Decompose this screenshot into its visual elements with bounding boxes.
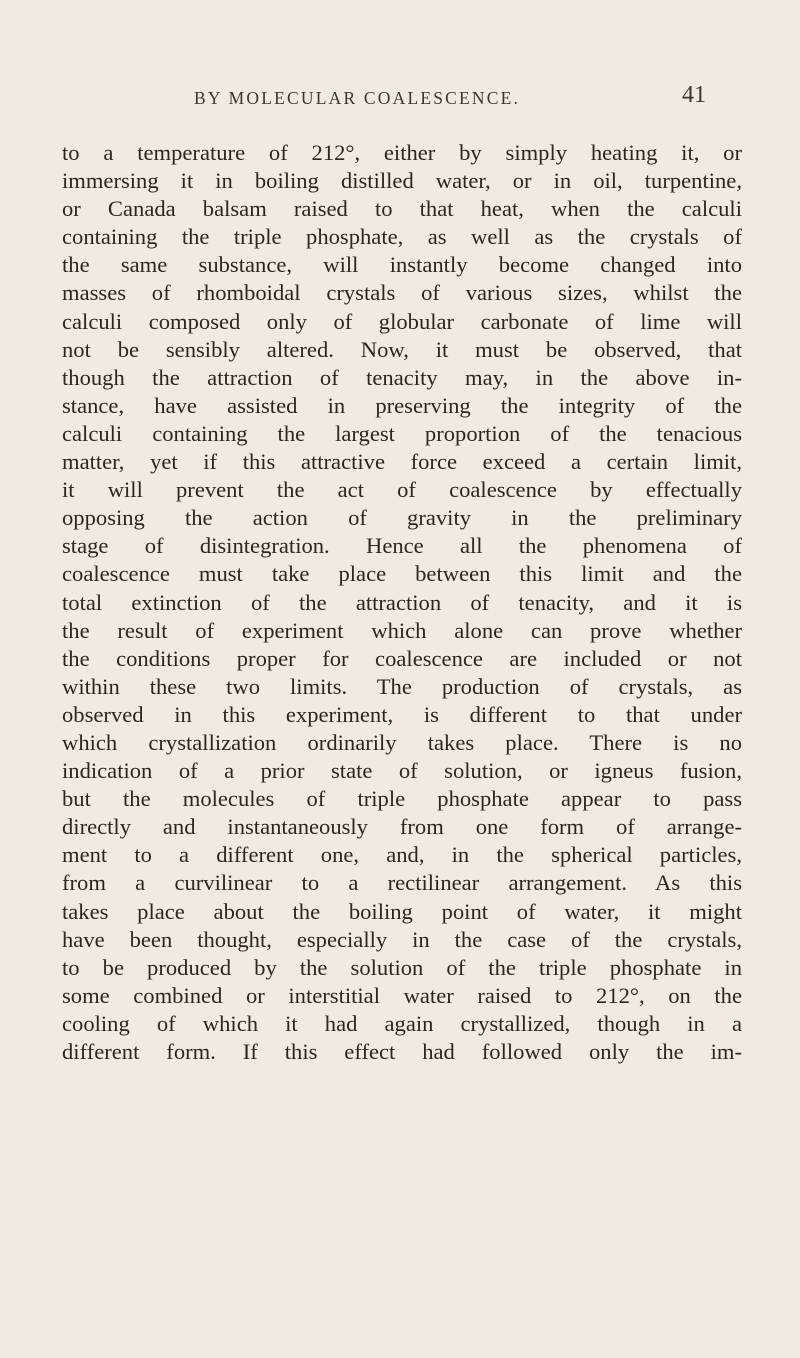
text-line: though the attraction of tenacity may, in the above in- (62, 364, 742, 390)
text-line: but the molecules of triple phosphate appear to pass (62, 786, 742, 812)
text-line: to a temperature of 212°, either by simply heating it, or (62, 140, 742, 165)
running-head (0, 82, 800, 118)
text-line: or Canada balsam raised to that heat, when the calculi (62, 196, 742, 222)
text-line: which crystallization ordinarily takes place. There is no (62, 729, 742, 755)
text-line: not be sensibly altered. Now, it must be observed, that (62, 336, 742, 362)
text-line: directly and instantaneously from one form of arrange- (62, 814, 742, 840)
text-line: some combined or interstitial water raised to 212°, on the (62, 982, 742, 1008)
text-line: observed in this experiment, is different to that under (62, 701, 742, 727)
text-line: masses of rhomboidal crystals of various sizes, whilst the (62, 280, 742, 306)
text-line: indication of a prior state of solution, or igneus fusion, (62, 758, 742, 784)
text-line: it will prevent the act of coalescence by effectually (62, 477, 742, 503)
text-line: the conditions proper for coalescence are included or not (62, 645, 742, 671)
running-title: BY MOLECULAR COALESCENCE. (194, 88, 521, 108)
text-line: opposing the action of gravity in the preliminary (62, 505, 742, 531)
text-line: calculi composed only of globular carbonate of lime will (62, 308, 742, 334)
text-line: the same substance, will instantly become changed into (62, 252, 742, 278)
text-line: takes place about the boiling point of water, it might (62, 898, 742, 924)
text-line: stage of disintegration. Hence all the phenomena of (62, 533, 742, 559)
text-line: cooling of which it had again crystallized, though in a (62, 1010, 742, 1036)
text-line: calculi containing the largest proportion of the tenacious (62, 420, 742, 446)
body-text (62, 139, 742, 1066)
text-line: total extinction of the attraction of tenacity, and it is (62, 589, 742, 615)
text-line: from a curvilinear to a rectilinear arrangement. As this (62, 870, 742, 896)
page-number: 41 (682, 82, 706, 108)
text-line: different form. If this effect had followed only the im- (62, 1039, 742, 1064)
text-line: the result of experiment which alone can prove whether (62, 617, 742, 643)
text-line: containing the triple phosphate, as well as the crystals of (62, 224, 742, 250)
text-line: within these two limits. The production of crystals, as (62, 673, 742, 699)
text-line: have been thought, especially in the case of the crystals, (62, 926, 742, 952)
text-line: stance, have assisted in preserving the integrity of the (62, 392, 742, 418)
text-line: to be produced by the solution of the triple phosphate in (62, 954, 742, 980)
text-line: coalescence must take place between this limit and the (62, 561, 742, 587)
text-line: matter, yet if this attractive force exceed a certain limit, (62, 449, 742, 475)
text-line: ment to a different one, and, in the spherical particles, (62, 842, 742, 868)
text-line: immersing it in boiling distilled water, or in oil, turpentine, (62, 168, 742, 194)
